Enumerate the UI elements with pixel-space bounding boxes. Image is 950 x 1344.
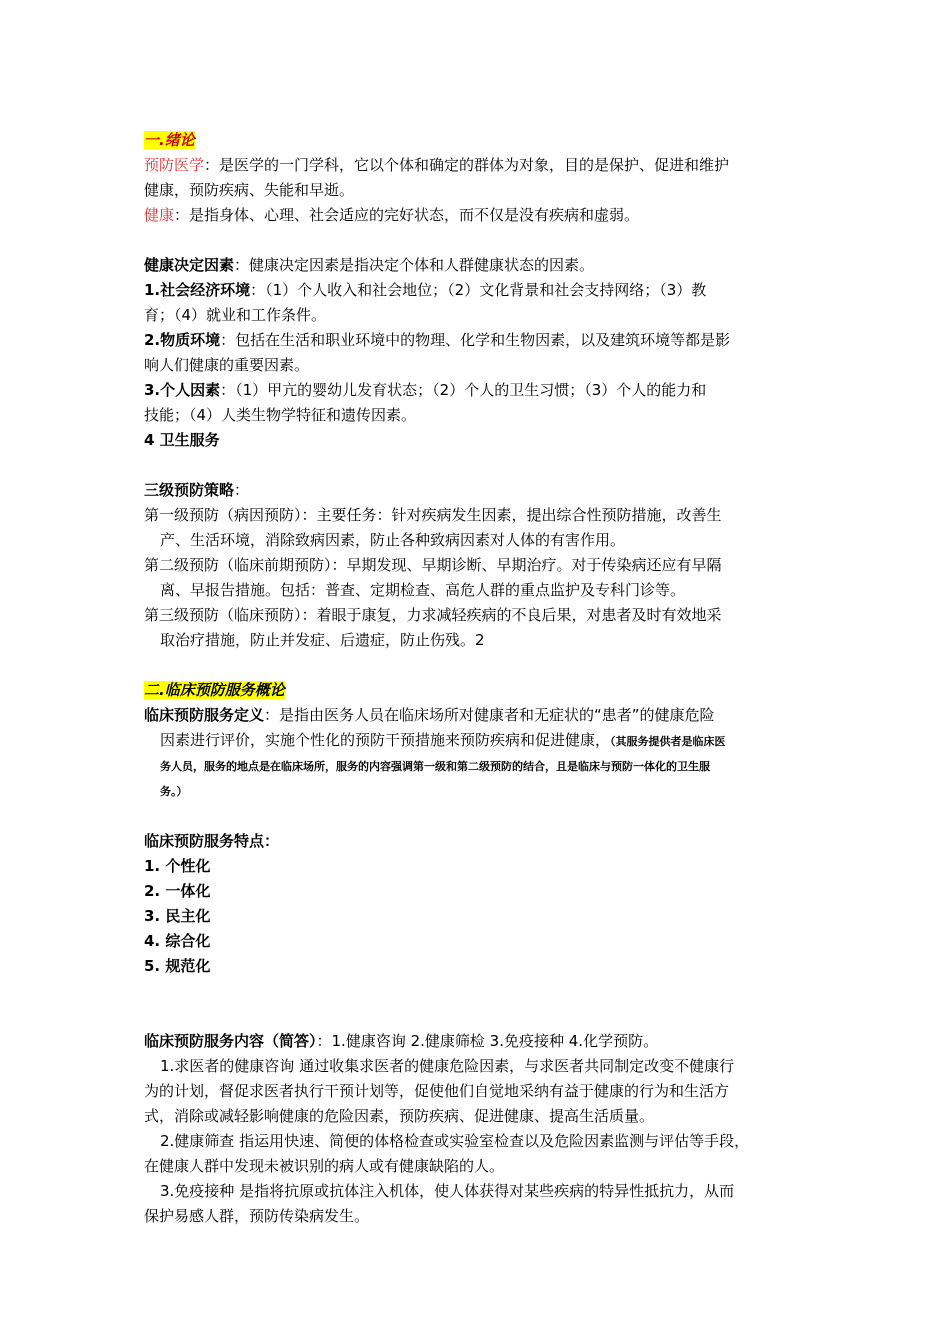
paragraph-text: 第三级预防（临床预防）：着眼于康复，力求减轻疾病的不良后果，对患者及时有效地采 — [144, 606, 722, 624]
factor-personal — [144, 378, 810, 428]
clinical-service-content-title — [144, 1029, 810, 1054]
paragraph-text: 在健康人群中发现未被识别的病人或有健康缺陷的人。 — [144, 1157, 505, 1175]
paragraph-text: 为的计划，督促求医者执行干预计划等，促使他们自觉地采纳有益于健康的行为和生活方 — [144, 1082, 730, 1100]
note-text: （其服务提供者是临床医 — [610, 735, 726, 748]
feature-item: 5. 规范化 — [144, 957, 211, 975]
definition-health — [144, 203, 810, 228]
feature-item: 2. 一体化 — [144, 882, 211, 900]
clinical-prevention-definition — [144, 703, 810, 804]
bold-term: 三级预防策略 — [144, 481, 235, 499]
factor-health-service: 4 卫生服务 — [144, 431, 220, 449]
definition-text: 健康，预防疾病、失能和早逝。 — [144, 181, 355, 199]
term-health: 健康 — [144, 206, 175, 224]
feature-item: 1. 个性化 — [144, 857, 211, 875]
paragraph-text: 育；（4）就业和工作条件。 — [144, 306, 327, 324]
note-text: 务人员，服务的地点是在临床场所，服务的内容强调第一级和第二级预防的结合，且是临床与预防一体化的卫生服 — [160, 760, 710, 773]
paragraph-text: 第二级预防（临床前期预防）：早期发现、早期诊断、早期治疗。对于传染病还应有早隔 — [144, 556, 722, 574]
paragraph-text: 保护易感人群，预防传染病发生。 — [144, 1207, 370, 1225]
paragraph-text: 1.求医者的健康咨询 通过收集求医者的健康危险因素，与求医者共同制定改变不健康行 — [160, 1057, 735, 1075]
paragraph-text: 因素进行评价，实施个性化的预防干预措施来预防疾病和促进健康， — [160, 731, 611, 749]
paragraph-text: ：健康决定因素是指决定个体和人群健康状态的因素。 — [234, 256, 595, 274]
paragraph-text: ：1.健康咨询 2.健康筛检 3.免疫接种 4.化学预防。 — [316, 1032, 659, 1050]
term-preventive-medicine: 预防医学 — [144, 156, 205, 174]
paragraph-text: 技能；（4）人类生物学特征和遗传因素。 — [144, 406, 417, 424]
paragraph-text: 3.免疫接种 是指将抗原或抗体注入机体，使人体获得对某些疾病的特异性抵抗力，从而 — [160, 1182, 735, 1200]
bold-term: 2.物质环境 — [144, 331, 221, 349]
heading-highlight — [144, 131, 195, 149]
heading-number: 一. — [144, 131, 165, 149]
three-level-prevention-title — [144, 478, 810, 503]
factor-socioeconomic — [144, 278, 810, 328]
paragraph-text: 离、早报告措施。包括：普查、定期检查、高危人群的重点监护及专科门诊等。 — [160, 581, 686, 599]
bold-term: 3.个人因素 — [144, 381, 221, 399]
paragraph-text: ：包括在生活和职业环境中的物理、化学和生物因素，以及建筑环境等都是影 — [220, 331, 731, 349]
bold-term: 临床预防服务内容（简答） — [144, 1032, 317, 1050]
paragraph-text: ：（1）个人收入和社会地位；（2）文化背景和社会支持网络；（3）教 — [250, 281, 707, 299]
content-health-screening — [144, 1129, 810, 1179]
feature-item: 3. 民主化 — [144, 907, 211, 925]
paragraph-text: 2.健康筛查 指运用快速、简便的体格检查或实验室检查以及危险因素监测与评估等手段， — [160, 1132, 750, 1150]
secondary-prevention — [144, 553, 810, 603]
health-determinants-title — [144, 253, 810, 278]
bold-term: 健康决定因素 — [144, 256, 235, 274]
paragraph-text: 取治疗措施，防止并发症、后遗症，防止伤残。2 — [160, 631, 485, 649]
content-immunization — [144, 1179, 810, 1229]
term-colon: ： — [204, 156, 220, 174]
paragraph-text: 第一级预防（病因预防）：主要任务：针对疾病发生因素，提出综合性预防措施，改善生 — [144, 506, 722, 524]
features-title: 临床预防服务特点： — [144, 832, 280, 850]
tertiary-prevention — [144, 603, 810, 653]
term-colon: ： — [174, 206, 190, 224]
definition-text: 是医学的一门学科，它以个体和确定的群体为对象，目的是保护、促进和维护 — [219, 156, 730, 174]
definition-preventive-medicine — [144, 153, 810, 203]
paragraph-text: ：是指由医务人员在临床场所对健康者和无症状的“患者”的健康危险 — [264, 706, 715, 724]
bold-term: 临床预防服务定义 — [144, 706, 265, 724]
paragraph-text: 式，消除或减轻影响健康的危险因素，预防疾病、促进健康、提高生活质量。 — [144, 1107, 655, 1125]
document-page — [144, 128, 810, 1229]
section-heading-intro — [144, 128, 810, 153]
paragraph-text: 产、生活环境，消除致病因素，防止各种致病因素对人体的有害作用。 — [160, 531, 626, 549]
factor-physical-environment — [144, 328, 810, 378]
heading-text: 绪论 — [164, 131, 195, 149]
primary-prevention — [144, 503, 810, 553]
section-heading-clinical — [144, 678, 810, 703]
heading-highlight: 二.临床预防服务概论 — [144, 681, 285, 699]
paragraph-text: ：（1）甲亢的婴幼儿发育状态；（2）个人的卫生习惯；（3）个人的能力和 — [220, 381, 707, 399]
term-colon: ： — [234, 481, 250, 499]
definition-text: 是指身体、心理、社会适应的完好状态，而不仅是没有疾病和虚弱。 — [189, 206, 640, 224]
bold-term: 1.社会经济环境 — [144, 281, 251, 299]
feature-item: 4. 综合化 — [144, 932, 211, 950]
note-text: 务。） — [160, 785, 188, 798]
content-health-counseling — [144, 1054, 810, 1129]
paragraph-text: 响人们健康的重要因素。 — [144, 356, 310, 374]
